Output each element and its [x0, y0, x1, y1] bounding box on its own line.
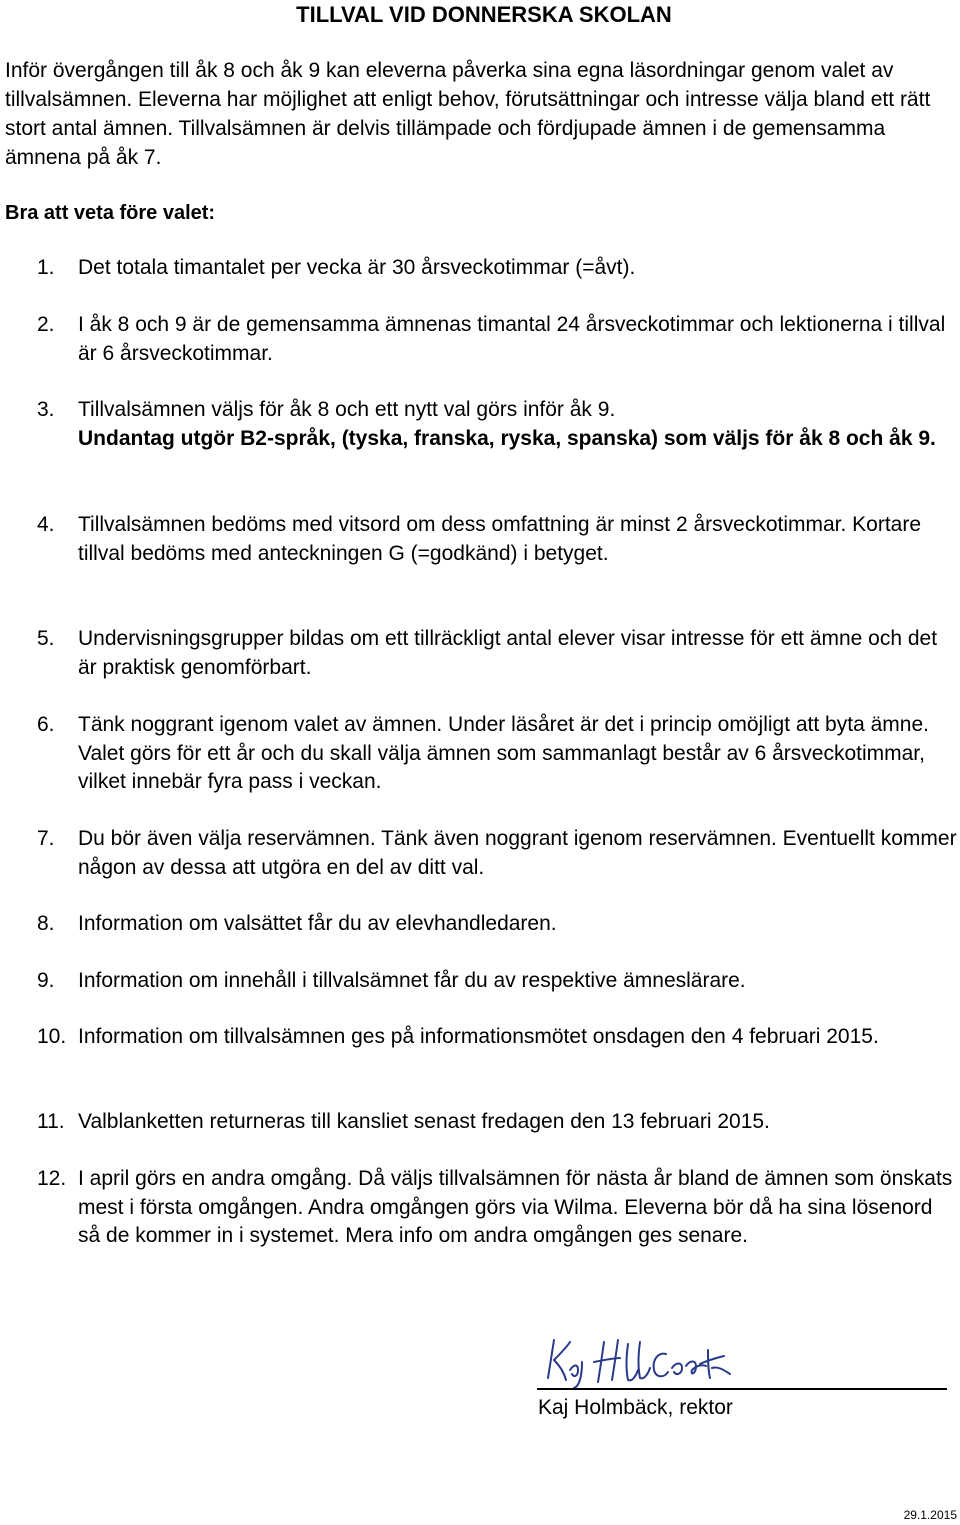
list-item [37, 254, 958, 283]
list-item-text: Tillvalsämnen väljs för åk 8 och ett nytt val görs inför åk 9. [78, 398, 616, 421]
list-item-text: Valblanketten returneras till kansliet senast fredagen den 13 februari 2015. [78, 1110, 770, 1133]
list-item-text: Information om tillvalsämnen ges på informationsmötet onsdagen den 4 februari 2015. [78, 1025, 879, 1048]
list-item [37, 825, 958, 882]
list-item-text-wrapper [78, 396, 958, 453]
signature-line [537, 1388, 947, 1390]
list-item [37, 511, 958, 568]
signatory-name: Kaj Holmbäck, rektor [538, 1396, 733, 1419]
list-item-number: 2. [37, 313, 55, 336]
list-item-number: 11. [37, 1110, 65, 1133]
list-item-number: 7. [37, 827, 55, 850]
list-item-text: I åk 8 och 9 är de gemensamma ämnenas timantal 24 årsveckotimmar och lektionerna i tillval är 6 årsveckotimmar. [78, 313, 946, 365]
list-item-number: 3. [37, 398, 55, 421]
list-item [37, 311, 958, 368]
list-item-text: Det totala timantalet per vecka är 30 årsveckotimmar (=åvt). [78, 256, 636, 279]
list-item-number: 9. [37, 969, 55, 992]
list-item-number: 8. [37, 912, 55, 935]
list-item-emphasis: Undantag utgör B2-språk, (tyska, franska, ryska, spanska) som väljs för åk 8 och åk 9. [78, 426, 936, 450]
handwritten-signature [540, 1330, 740, 1390]
intro-paragraph: Inför övergången till åk 8 och åk 9 kan eleverna påverka sina egna läsordningar genom valet av tillvalsämnen. Eleverna har möjlighet att enligt behov, förutsättningar och intresse välja bland ett rätt stort antal ämnen. Tillvalsämnen är delvis tillämpade och fördjupade ämnen i de gemensamma ämnena på åk 7. [5, 59, 931, 169]
list-item [37, 711, 958, 797]
list-item [37, 396, 958, 453]
document-title: TILLVAL VID DONNERSKA SKOLAN [296, 2, 672, 27]
list-item [37, 910, 958, 939]
list-item-number: 5. [37, 627, 55, 650]
list-item-text: Tänk noggrant igenom valet av ämnen. Under läsåret är det i princip omöjligt att byta ämne. Valet görs för ett år och du skall välja ämnen som sammanlagt består av 6 årsveckotimmar, vilket innebär fyra pass i veckan. [78, 713, 929, 793]
list-item [37, 625, 958, 682]
subheading: Bra att veta före valet: [5, 202, 216, 224]
list-item-number: 4. [37, 513, 55, 536]
list-item [37, 1165, 958, 1251]
list-item-text: Undervisningsgrupper bildas om ett tillräckligt antal elever visar intresse för ett ämne och det är praktisk genomförbart. [78, 627, 938, 679]
list-item [37, 1023, 958, 1052]
list-item [37, 1108, 958, 1137]
list-item-text: Du bör även välja reservämnen. Tänk även noggrant igenom reservämnen. Eventuellt kommer någon av dessa att utgöra en del av ditt val. [78, 827, 957, 879]
document-date: 29.1.2015 [903, 1508, 957, 1522]
list-item-number: 12. [37, 1167, 67, 1190]
list-item-text: Tillvalsämnen bedöms med vitsord om dess omfattning är minst 2 årsveckotimmar. Kortare tillval bedöms med anteckningen G (=godkänd) i betyget. [78, 513, 922, 565]
list-item-number: 6. [37, 713, 55, 736]
list-item-text: Information om valsättet får du av elevhandledaren. [78, 912, 557, 935]
list-item-number: 1. [37, 256, 55, 279]
list-item [37, 967, 958, 996]
list-item-number: 10. [37, 1025, 67, 1048]
list-item-text: I april görs en andra omgång. Då väljs tillvalsämnen för nästa år bland de ämnen som önskats mest i första omgången. Andra omgången görs via Wilma. Eleverna bör då ha sina lösenord så de kommer in i systemet. Mera info om andra omgången ges senare. [78, 1167, 953, 1247]
list-item-text: Information om innehåll i tillvalsämnet får du av respektive ämneslärare. [78, 969, 746, 992]
